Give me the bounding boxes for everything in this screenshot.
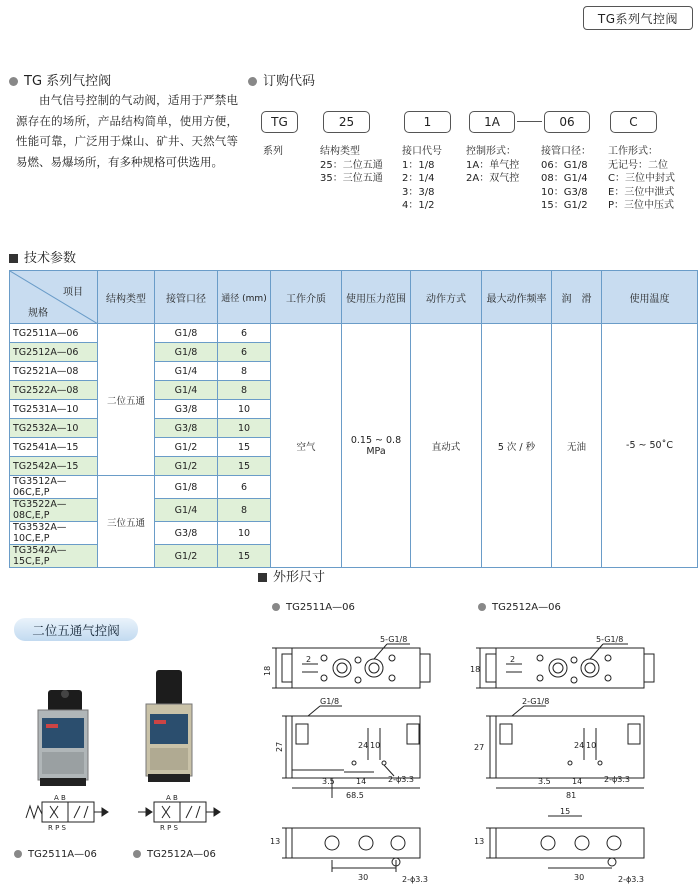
dim-label-h13-r: 13 [474,837,485,846]
cell-bore: 15 [218,457,271,476]
th-action: 动作方式 [411,271,482,324]
cell-model: TG2522A—08 [10,381,98,400]
dim-label-h27-r: 27 [474,743,485,752]
cell-bore: 8 [218,381,271,400]
bullet-icon [478,603,486,611]
dims-right-caption [478,602,561,613]
order-box-structure: 25 [323,111,370,133]
cell-port: G1/2 [155,457,218,476]
dim-label-h3-5-r: 3.5 [538,777,551,786]
cell-model: TG2531A—10 [10,400,98,419]
cell-pressure [342,324,411,568]
dim-label-h2: 2 [306,655,312,664]
dim-label-w81: 81 [566,791,577,800]
bullet-icon [272,603,280,611]
cell-port: G1/4 [155,381,218,400]
dim-label-w68: 68.5 [346,791,364,800]
cell-model: TG2511A—06 [10,324,98,343]
dim-label-hole-bottom-r: 2-ϕ3.3 [618,875,644,884]
th-medium: 工作介质 [271,271,342,324]
dim-label-h10: 10 [370,741,381,750]
dim-label-hole-bottom: 2-ϕ3.3 [402,875,428,884]
order-label-bore: 接管口径： 06：G1/8 08：G1/4 10：G3/8 15：G1/2 [541,146,591,211]
th-frequency: 最大动作频率 [482,271,552,324]
tech-title: 技术参数 [24,251,77,266]
cell-temp: -5 ~ 50˚C [602,324,698,568]
pressure-unit: MPa [366,445,386,457]
cell-bore: 8 [218,499,271,522]
th-pressure: 使用压力范围 [342,271,411,324]
dims-right-model: TG2512A—06 [492,602,561,613]
dim-label-pilot: G1/8 [320,697,340,706]
cell-port: G1/8 [155,343,218,362]
dim-label-h2-r: 2 [510,655,516,664]
dims-left-caption [272,602,355,613]
dim-label-hole-r: 2-ϕ3.3 [604,775,630,784]
order-dash [517,121,542,122]
order-label-series: 系列 [263,146,283,157]
order-label-mode: 工作形式： 无记号：二位 C：三位中封式 E：三位中泄式 P：三位中压式 [608,146,675,211]
cell-model: TG3532A—10C,E,P [10,522,98,545]
dim-label-pilot-r: 2-G1/8 [522,697,550,706]
cell-port: G3/8 [155,419,218,438]
cell-model: TG2541A—15 [10,438,98,457]
cell-port: G1/8 [155,476,218,499]
order-heading [248,70,315,89]
intro-text: 由气信号控制的气动阀，适用于严禁电源存在的场所，产品结构简单，使用方便，性能可靠，广泛用于煤山、矿井、天然气等易燃、易爆场所，有多种规格可供选用。 [16,93,238,169]
order-box-port: 1 [404,111,451,133]
dim-label-w15: 15 [560,807,571,816]
dim-label-port-r: 5-G1/8 [596,635,624,644]
th-structure: 结构类型 [98,271,155,324]
spec-diag-header [10,271,98,324]
square-icon [9,254,18,263]
diag-bottom-label: 规格 [28,308,48,319]
valve-caption-1 [14,849,97,860]
cell-bore: 15 [218,545,271,568]
spec-header-row [10,271,698,324]
order-box-bore: 06 [544,111,590,133]
valve2-ports-bottom: R P S [160,824,178,832]
dims-right-drawing [466,620,698,890]
valve-cap1-text: TG2511A—06 [28,849,97,860]
cell-bore: 6 [218,324,271,343]
dim-label-h10-r: 10 [586,741,597,750]
dim-label-h18-r: 18 [470,665,481,674]
dim-label-h13: 13 [270,837,281,846]
order-label-structure: 结构类型 25：二位五通 35：三位五通 [320,146,383,184]
valve-cap2-text: TG2512A—06 [147,849,216,860]
cell-model: TG2512A—06 [10,343,98,362]
cell-bore: 10 [218,419,271,438]
dim-label-h18: 18 [263,665,272,676]
pressure-range: 0.15 ~ 0.8 [350,434,402,446]
valve-photos [18,660,248,835]
cell-action: 直动式 [411,324,482,568]
order-title: 订购代码 [263,74,316,89]
dim-label-h24-r: 24 [574,741,585,750]
valve-2-image [146,670,192,782]
th-port: 接管口径 [155,271,218,324]
cell-port: G3/8 [155,522,218,545]
bullet-icon [248,77,257,86]
cell-port: G1/4 [155,362,218,381]
cell-structure-3: 三位五通 [98,476,155,568]
valve1-ports-top: A B [54,794,66,802]
order-label-control: 控制形式： 1A：单气控 2A：双气控 [466,146,520,184]
cell-bore: 10 [218,400,271,419]
cell-bore: 10 [218,522,271,545]
series-tag: TG系列气控阀 [583,6,693,30]
cell-lube: 无油 [552,324,602,568]
dim-label-h3-5: 3.5 [322,777,335,786]
valve-title: 二位五通气控阀 [14,618,138,641]
table-row [10,324,698,343]
cell-port: G1/2 [155,545,218,568]
th-temp: 使用温度 [602,271,698,324]
dims-left-drawing [262,620,462,890]
cell-bore: 6 [218,476,271,499]
order-box-control: 1A [469,111,515,133]
valve1-ports-bottom: R P S [48,824,66,832]
bullet-icon [9,77,18,86]
dim-label-w30-r: 30 [574,873,585,882]
dims-title: 外形尺寸 [273,570,326,585]
diag-line [10,271,98,324]
intro-heading [9,70,111,89]
dims-heading [258,566,325,585]
dim-label-w30: 30 [358,873,369,882]
dim-label-port: 5-G1/8 [380,635,408,644]
dim-label-h27: 27 [275,741,284,752]
cell-bore: 8 [218,362,271,381]
valve-caption-2 [133,849,216,860]
dim-label-hole: 2-ϕ3.3 [388,775,414,784]
square-icon [258,573,267,582]
cell-frequency: 5 次 / 秒 [482,324,552,568]
order-label-port: 接口代号 1：1/8 2：1/4 3：3/8 4：1/2 [402,146,442,211]
cell-port: G1/2 [155,438,218,457]
spec-table [9,270,698,568]
cell-bore: 15 [218,438,271,457]
dims-left-model: TG2511A—06 [286,602,355,613]
tech-heading [9,247,76,266]
cell-model: TG2532A—10 [10,419,98,438]
bullet-icon [133,850,141,858]
cell-medium: 空气 [271,324,342,568]
intro-title: TG 系列气控阀 [24,74,112,89]
cell-port: G3/8 [155,400,218,419]
dim-label-h24: 24 [358,741,369,750]
cell-bore: 6 [218,343,271,362]
th-lube: 润 滑 [552,271,602,324]
valve-symbols [26,802,220,822]
bullet-icon [14,850,22,858]
cell-port: G1/4 [155,499,218,522]
cell-structure-2: 二位五通 [98,324,155,476]
valve2-ports-top: A B [166,794,178,802]
cell-model: TG3512A—06C,E,P [10,476,98,499]
cell-model: TG2542A—15 [10,457,98,476]
cell-model: TG3542A—15C,E,P [10,545,98,568]
cell-model: TG2521A—08 [10,362,98,381]
dim-label-w14: 14 [356,777,367,786]
th-bore: 通径 (mm) [218,271,271,324]
dim-label-w14-r: 14 [572,777,583,786]
valve-1-image [38,690,88,786]
cell-model: TG3522A—08C,E,P [10,499,98,522]
order-box-series: TG [261,111,298,133]
order-box-mode: C [610,111,657,133]
diag-top-label: 项目 [63,287,83,298]
cell-port: G1/8 [155,324,218,343]
